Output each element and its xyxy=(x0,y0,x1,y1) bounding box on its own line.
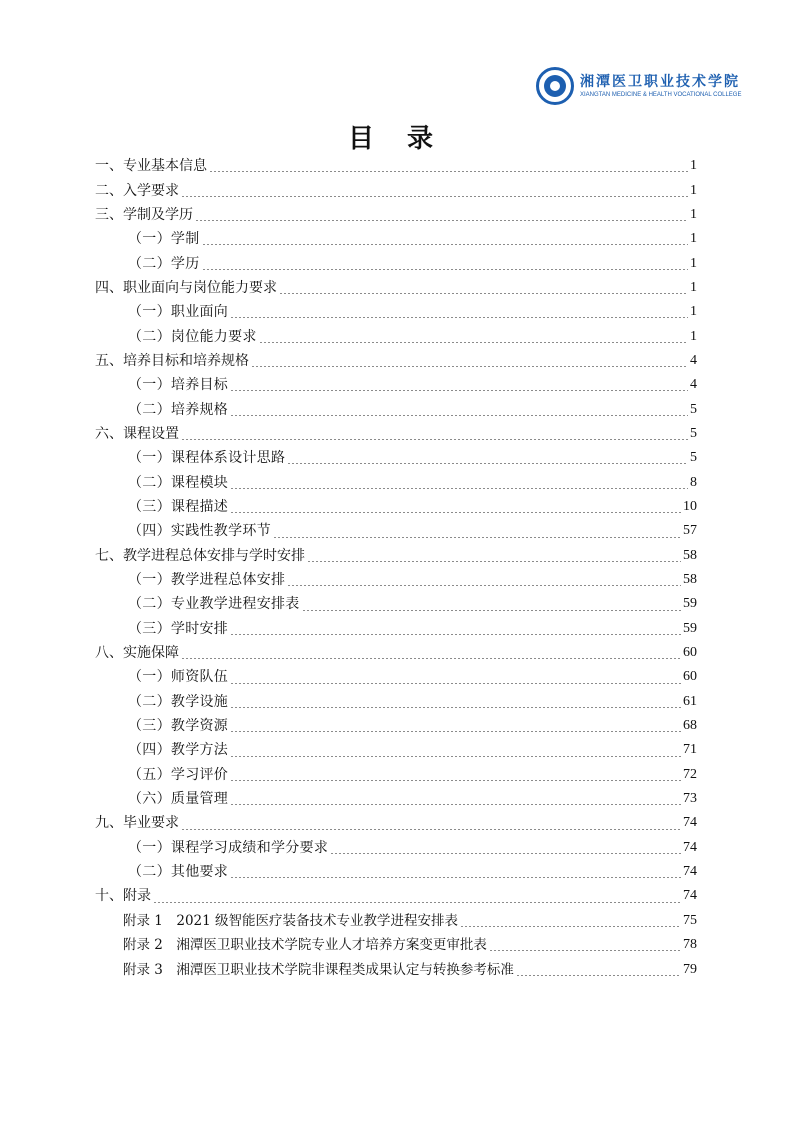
toc-entry[interactable] xyxy=(95,519,697,543)
toc-entry[interactable] xyxy=(95,203,697,227)
college-seal-icon xyxy=(536,67,574,105)
toc-entry-label: （一）师资队伍 xyxy=(128,669,229,686)
toc-entry-label: （三）学时安排 xyxy=(128,620,229,637)
toc-entry[interactable] xyxy=(95,957,697,981)
toc-entry-page: 58 xyxy=(683,547,697,563)
college-name-block xyxy=(580,73,741,99)
toc-entry[interactable] xyxy=(95,544,697,568)
toc-entry-page: 1 xyxy=(690,328,697,344)
toc-entry-page: 68 xyxy=(683,718,697,734)
toc-entry[interactable] xyxy=(95,300,697,324)
toc-entry-label: 附录 3 湘潭医卫职业技术学院非课程类成果认定与转换参考标准 xyxy=(123,961,514,978)
toc-entry-label: （三）课程描述 xyxy=(128,498,229,515)
toc-entry[interactable] xyxy=(95,276,697,300)
toc-leader-dots xyxy=(230,317,688,318)
college-name-cn: 湘潭医卫职业技术学院 xyxy=(580,74,740,90)
toc-entry[interactable] xyxy=(95,617,697,641)
toc-entry[interactable] xyxy=(95,763,697,787)
toc-entry-label: （二）其他要求 xyxy=(128,864,229,881)
toc-leader-dots xyxy=(302,610,681,611)
toc-leader-dots xyxy=(489,950,681,951)
toc-leader-dots xyxy=(230,877,681,878)
toc-entry-page: 74 xyxy=(683,815,697,831)
toc-entry[interactable] xyxy=(95,811,697,835)
toc-entry-label: 二、入学要求 xyxy=(95,182,179,199)
toc-entry-label: 十、附录 xyxy=(95,888,151,905)
college-logo xyxy=(536,66,742,106)
toc-entry-page: 1 xyxy=(690,231,697,247)
toc-entry-label: （四）教学方法 xyxy=(128,742,229,759)
toc-leader-dots xyxy=(307,561,681,562)
toc-entry[interactable] xyxy=(95,446,697,470)
toc-entry-label: （二）学历 xyxy=(128,255,200,272)
toc-entry-page: 5 xyxy=(690,401,697,417)
toc-entry[interactable] xyxy=(95,251,697,275)
toc-entry-label: （一）学制 xyxy=(128,231,200,248)
toc-leader-dots xyxy=(273,537,681,538)
toc-leader-dots xyxy=(279,293,688,294)
toc-entry-page: 4 xyxy=(690,377,697,393)
toc-leader-dots xyxy=(230,707,681,708)
toc-leader-dots xyxy=(181,439,688,440)
toc-entry[interactable] xyxy=(95,568,697,592)
toc-entry[interactable] xyxy=(95,714,697,738)
toc-leader-dots xyxy=(181,196,688,197)
toc-entry[interactable] xyxy=(95,154,697,178)
table-of-contents xyxy=(95,154,697,982)
toc-entry-page: 1 xyxy=(690,255,697,271)
toc-entry-page: 74 xyxy=(683,888,697,904)
toc-entry[interactable] xyxy=(95,373,697,397)
toc-leader-dots xyxy=(202,244,689,245)
toc-leader-dots xyxy=(230,731,681,732)
toc-entry-label: 附录 2 湘潭医卫职业技术学院专业人才培养方案变更审批表 xyxy=(123,937,487,954)
toc-entry[interactable] xyxy=(95,641,697,665)
toc-entry-page: 60 xyxy=(683,669,697,685)
toc-entry[interactable] xyxy=(95,909,697,933)
toc-entry[interactable] xyxy=(95,933,697,957)
toc-entry[interactable] xyxy=(95,860,697,884)
toc-entry[interactable] xyxy=(95,592,697,616)
toc-entry[interactable] xyxy=(95,836,697,860)
toc-leader-dots xyxy=(287,585,681,586)
toc-leader-dots xyxy=(202,269,689,270)
toc-leader-dots xyxy=(153,902,681,903)
toc-entry-label: 九、毕业要求 xyxy=(95,815,179,832)
toc-entry-page: 72 xyxy=(683,766,697,782)
toc-entry-page: 1 xyxy=(690,182,697,198)
toc-leader-dots xyxy=(230,804,681,805)
toc-entry-label: 八、实施保障 xyxy=(95,645,179,662)
toc-entry-label: （一）教学进程总体安排 xyxy=(128,572,286,589)
toc-entry[interactable] xyxy=(95,690,697,714)
toc-entry-label: 附录 1 2021 级智能医疗装备技术专业教学进程安排表 xyxy=(123,912,459,929)
toc-entry-page: 78 xyxy=(683,937,697,953)
toc-entry-page: 61 xyxy=(683,693,697,709)
toc-entry-page: 60 xyxy=(683,645,697,661)
toc-title: 目 录 xyxy=(347,124,446,154)
toc-entry[interactable] xyxy=(95,787,697,811)
toc-entry-label: 三、学制及学历 xyxy=(95,206,193,223)
toc-entry-page: 58 xyxy=(683,572,697,588)
toc-entry-page: 1 xyxy=(690,304,697,320)
toc-entry[interactable] xyxy=(95,422,697,446)
toc-entry-page: 79 xyxy=(683,961,697,977)
toc-entry-label: （一）课程体系设计思路 xyxy=(128,450,286,467)
toc-entry-label: （三）教学资源 xyxy=(128,718,229,735)
toc-entry-page: 74 xyxy=(683,864,697,880)
toc-entry[interactable] xyxy=(95,495,697,519)
toc-entry-page: 73 xyxy=(683,791,697,807)
toc-leader-dots xyxy=(230,488,688,489)
toc-leader-dots xyxy=(251,366,688,367)
toc-entry-label: 六、课程设置 xyxy=(95,425,179,442)
toc-entry-label: （四）实践性教学环节 xyxy=(128,523,271,540)
toc-leader-dots xyxy=(230,780,681,781)
toc-leader-dots xyxy=(230,756,681,757)
toc-leader-dots xyxy=(330,853,681,854)
toc-entry-label: （二）岗位能力要求 xyxy=(128,328,257,345)
toc-leader-dots xyxy=(230,415,688,416)
toc-entry-page: 8 xyxy=(690,474,697,490)
toc-leader-dots xyxy=(259,342,688,343)
toc-entry-page: 5 xyxy=(690,450,697,466)
toc-entry-page: 1 xyxy=(690,279,697,295)
toc-entry-label: （二）培养规格 xyxy=(128,401,229,418)
toc-leader-dots xyxy=(181,829,681,830)
toc-leader-dots xyxy=(516,975,681,976)
toc-entry-page: 57 xyxy=(683,523,697,539)
toc-entry-page: 59 xyxy=(683,596,697,612)
toc-entry-label: （二）课程模块 xyxy=(128,474,229,491)
college-name-en: XIANGTAN MEDICINE & HEALTH VOCATIONAL COLLEGE xyxy=(580,92,742,98)
toc-leader-dots xyxy=(230,634,681,635)
toc-entry-label: （一）培养目标 xyxy=(128,377,229,394)
toc-entry-label: （二）专业教学进程安排表 xyxy=(128,596,300,613)
toc-entry-label: （五）学习评价 xyxy=(128,766,229,783)
toc-entry-label: （一）课程学习成绩和学分要求 xyxy=(128,839,329,856)
toc-entry[interactable] xyxy=(95,665,697,689)
toc-entry[interactable] xyxy=(95,884,697,908)
toc-entry-page: 75 xyxy=(683,912,697,928)
toc-entry-page: 71 xyxy=(683,742,697,758)
toc-entry[interactable] xyxy=(95,470,697,494)
toc-leader-dots xyxy=(209,171,688,172)
toc-leader-dots xyxy=(230,512,681,513)
toc-leader-dots xyxy=(195,220,688,221)
toc-entry-page: 59 xyxy=(683,620,697,636)
toc-entry-page: 1 xyxy=(690,158,697,174)
toc-entry-label: 一、专业基本信息 xyxy=(95,158,207,175)
toc-entry-page: 74 xyxy=(683,839,697,855)
toc-entry-label: 七、教学进程总体安排与学时安排 xyxy=(95,547,305,564)
toc-entry-page: 1 xyxy=(690,206,697,222)
toc-entry[interactable] xyxy=(95,738,697,762)
toc-entry-label: （六）质量管理 xyxy=(128,791,229,808)
toc-entry-label: （一）职业面向 xyxy=(128,304,229,321)
toc-leader-dots xyxy=(181,658,681,659)
toc-leader-dots xyxy=(230,683,681,684)
toc-entry-page: 5 xyxy=(690,425,697,441)
toc-entry[interactable] xyxy=(95,227,697,251)
toc-entry[interactable] xyxy=(95,349,697,373)
toc-entry-page: 10 xyxy=(683,498,697,514)
toc-leader-dots xyxy=(287,463,688,464)
toc-entry[interactable] xyxy=(95,178,697,202)
toc-entry-label: 四、职业面向与岗位能力要求 xyxy=(95,279,277,296)
toc-entry-label: 五、培养目标和培养规格 xyxy=(95,352,249,369)
toc-entry-label: （二）教学设施 xyxy=(128,693,229,710)
toc-leader-dots xyxy=(230,390,688,391)
toc-entry[interactable] xyxy=(95,324,697,348)
toc-leader-dots xyxy=(460,926,681,927)
toc-entry[interactable] xyxy=(95,397,697,421)
toc-entry-page: 4 xyxy=(690,352,697,368)
